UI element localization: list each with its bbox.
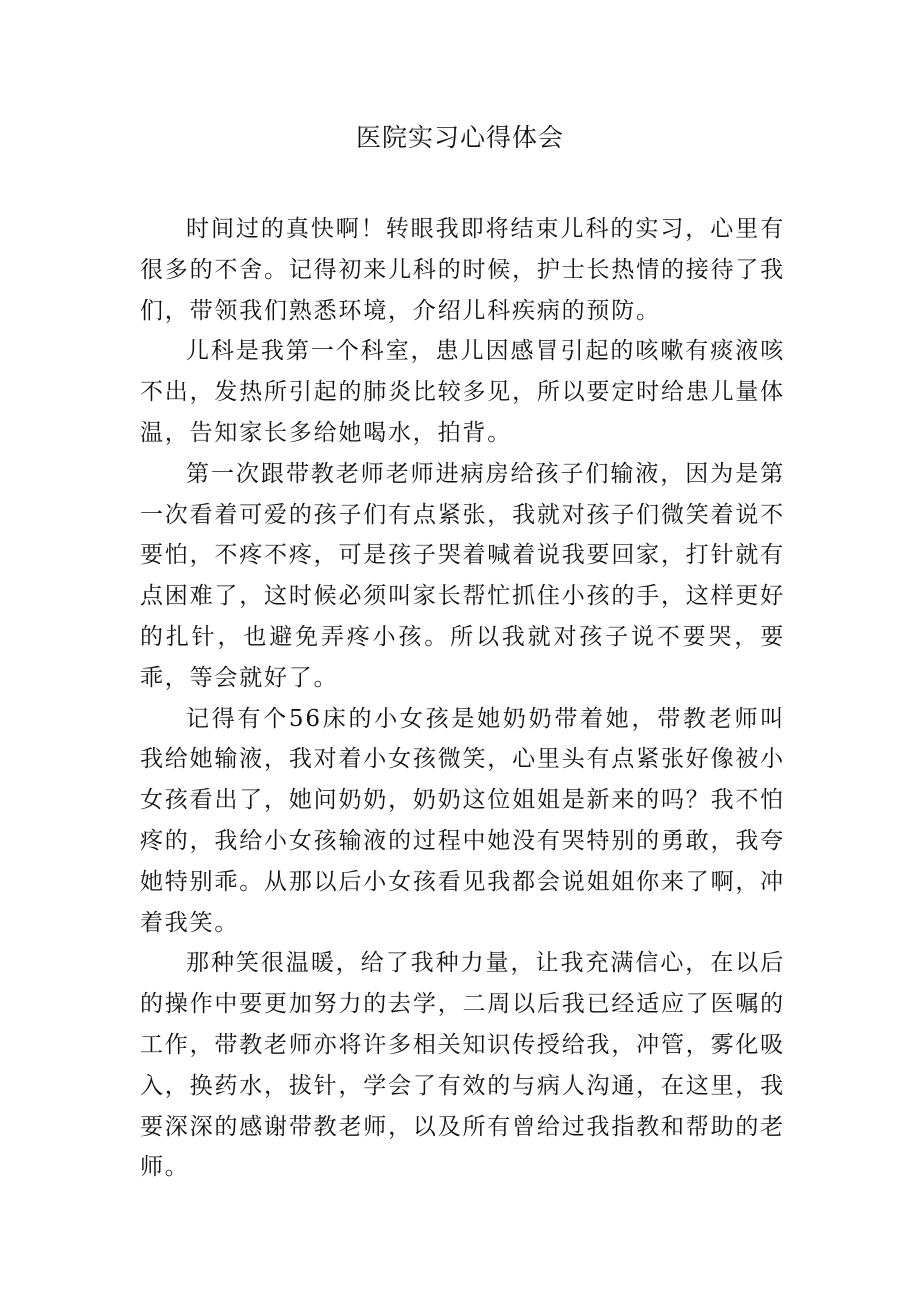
document-title: 医院实习心得体会 <box>355 123 564 152</box>
document-body <box>140 209 785 1188</box>
paragraph-1: 时间过的真快啊！转眼我即将结束儿科的实习，心里有很多的不舍。记得初来儿科的时候，护士长热情的接待了我们，带领我们熟悉环境，介绍儿科疾病的预防。 <box>140 216 785 324</box>
paragraph-5: 那种笑很温暖，给了我种力量，让我充满信心，在以后的操作中要更加努力的去学，二周以后我已经适应了医嘱的工作，带教老师亦将许多相关知识传授给我，冲管，雾化吸入，换药水，拔针，学会了有效的与病人沟通，在这里，我要深深的感谢带教老师，以及所有曾给过我指教和帮助的老师。 <box>140 950 785 1181</box>
paragraph-2: 儿科是我第一个科室，患儿因感冒引起的咳嗽有痰液咳不出，发热所引起的肺炎比较多见，所以要定时给患儿量体温，告知家长多给她喝水，拍背。 <box>140 338 785 446</box>
paragraph-3: 第一次跟带教老师老师进病房给孩子们输液，因为是第一次看着可爱的孩子们有点紧张，我就对孩子们微笑着说不要怕，不疼不疼，可是孩子哭着喊着说我要回家，打针就有点困难了，这时候必须叫家长帮忙抓住小孩的手，这样更好的扎针，也避免弄疼小孩。所以我就对孩子说不要哭，要乖，等会就好了。 <box>140 460 785 691</box>
paragraph-4: 记得有个56床的小女孩是她奶奶带着她，带教老师叫我给她输液，我对着小女孩微笑，心里头有点紧张好像被小女孩看出了，她问奶奶，奶奶这位姐姐是新来的吗？我不怕疼的，我给小女孩输液的过程中她没有哭特别的勇敢，我夸她特别乖。从那以后小女孩看见我都会说姐姐你来了啊，冲着我笑。 <box>140 705 785 936</box>
